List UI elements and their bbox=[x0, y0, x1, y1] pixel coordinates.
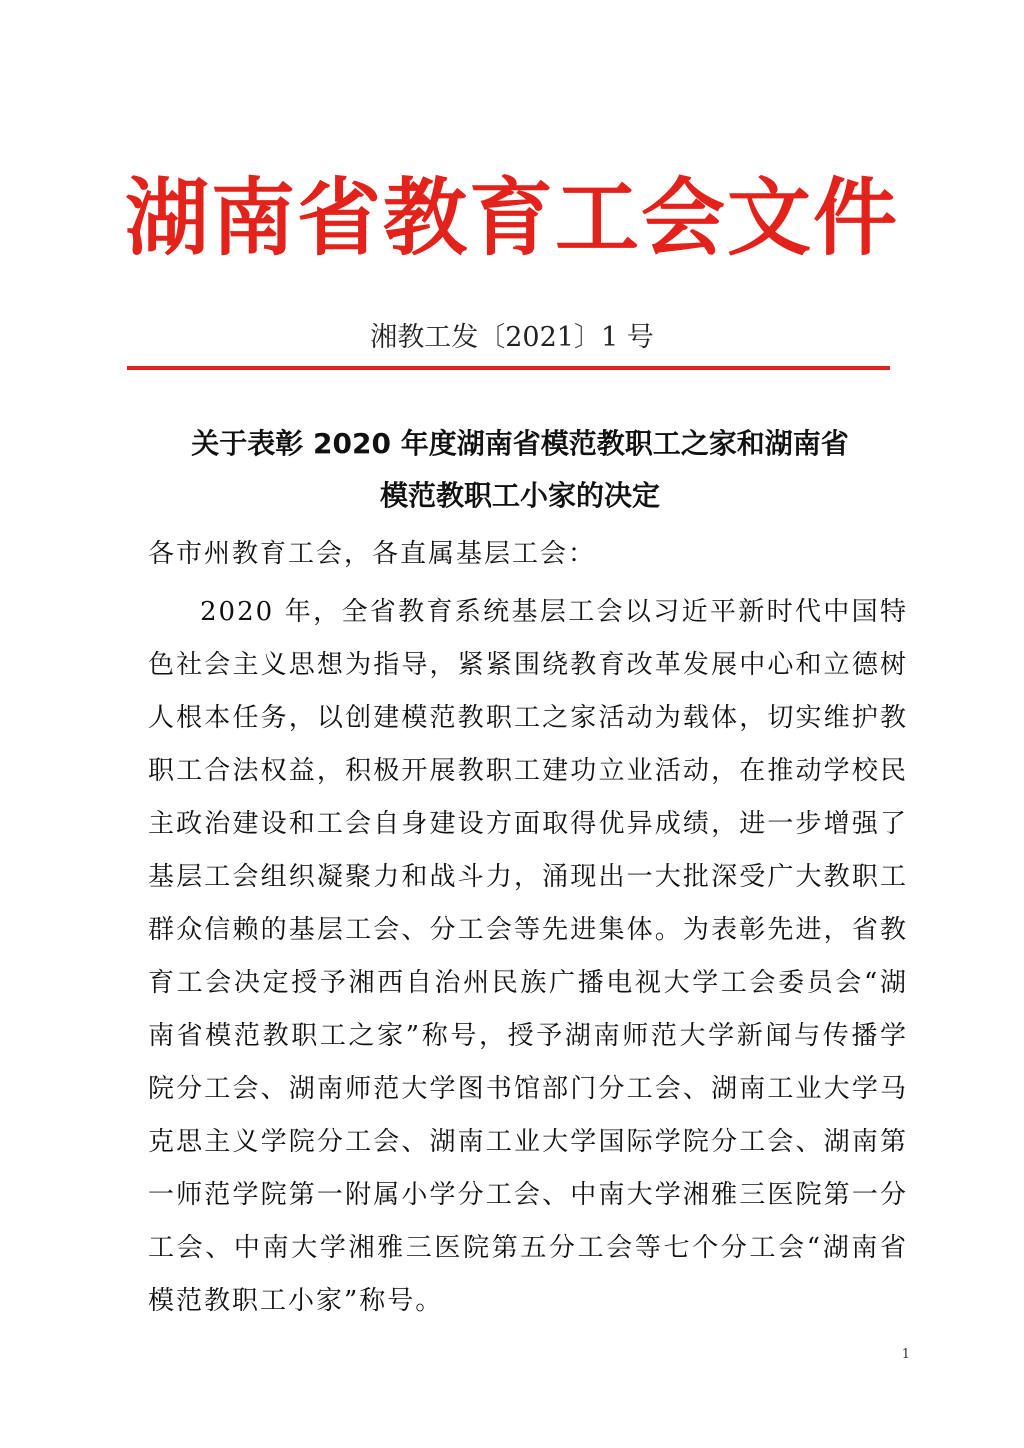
body-paragraph: 2020 年，全省教育系统基层工会以习近平新时代中国特色社会主义思想为指导，紧紧围绕教育改革发展中心和立德树人根本任务，以创建模范教职工之家活动为载体，切实维护教职工合法权益，积极开展教职工建功立业活动，在推动学校民主政治建设和工会自身建设方面取得优异成绩，进一步增强了基层工会组织凝聚力和战斗力，涌现出一大批深受广大教职工群众信赖的基层工会、分工会等先进集体。为表彰先进，省教育工会决定授予湘西自治州民族广播电视大学工会委员会“湖南省模范教职工之家”称号，授予湖南师范大学新闻与传播学院分工会、湖南师范大学图书馆部门分工会、湖南工业大学马克思主义学院分工会、湖南工业大学国际学院分工会、湖南第一师范学院第一附属小学分工会、中南大学湘雅三医院第一分工会、中南大学湘雅三医院第五分工会等七个分工会“湖南省模范教职工小家”称号。 bbox=[148, 597, 908, 1316]
document-title bbox=[140, 418, 900, 522]
document-masthead: 湖南省教育工会文件 bbox=[124, 169, 899, 267]
page-number: 1 bbox=[901, 1347, 910, 1362]
title-line-2: 模范教职工小家的决定 bbox=[379, 479, 660, 512]
salutation: 各市州教育工会，各直属基层工会： bbox=[148, 539, 597, 569]
red-divider-line bbox=[127, 366, 890, 370]
document-number: 湘教工发〔2021〕1 号 bbox=[370, 322, 654, 353]
title-line-1: 关于表彰 2020 年度湖南省模范教职工之家和湖南省 bbox=[191, 427, 849, 460]
